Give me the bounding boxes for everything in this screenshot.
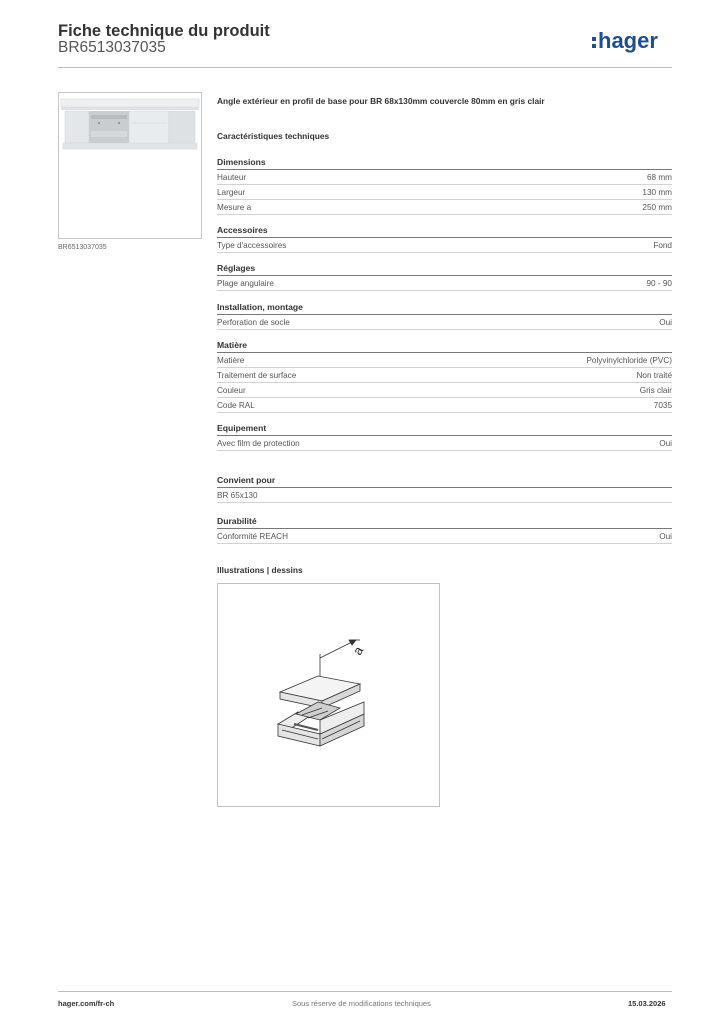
spec-row xyxy=(217,315,672,330)
section-accessoires xyxy=(217,223,672,253)
spec-row xyxy=(217,276,672,291)
spec-value: Oui xyxy=(659,439,672,448)
spec-value: 130 mm xyxy=(642,188,672,197)
section-matiere xyxy=(217,338,672,413)
spec-row xyxy=(217,353,672,368)
section-title: Equipement xyxy=(217,423,267,433)
spec-value: 68 mm xyxy=(646,173,672,182)
spec-label: Perforation de socle xyxy=(217,318,290,327)
spec-label: Code RAL xyxy=(217,401,255,410)
spec-row xyxy=(217,488,672,503)
photo-caption: BR6513037035 xyxy=(58,244,107,251)
spec-row xyxy=(217,436,672,451)
dimension-label: a xyxy=(349,643,367,658)
spec-row xyxy=(217,185,672,200)
spec-value: Non traité xyxy=(636,371,672,380)
section-title: Installation, montage xyxy=(217,302,303,312)
spec-value: Polyvinylchloride (PVC) xyxy=(586,356,672,365)
footer-divider xyxy=(58,991,672,992)
spec-value: Oui xyxy=(659,318,672,327)
spec-row xyxy=(217,238,672,253)
section-title: Convient pour xyxy=(217,475,276,485)
section-title: Matière xyxy=(217,340,248,350)
spec-value: Gris clair xyxy=(639,386,672,395)
section-title: Dimensions xyxy=(217,157,266,167)
spec-value: 7035 xyxy=(653,401,672,410)
spec-label: Plage angulaire xyxy=(217,279,274,288)
spec-label: Largeur xyxy=(217,188,246,197)
spec-value: Oui xyxy=(659,532,672,541)
spec-label: Conformité REACH xyxy=(217,532,288,541)
product-photo xyxy=(58,92,202,239)
footer-notice: Sous réserve de modifications techniques xyxy=(292,999,431,1008)
spec-label: Hauteur xyxy=(217,173,247,182)
spec-label: Traitement de surface xyxy=(217,371,297,380)
section-dimensions xyxy=(217,155,672,215)
product-description: Angle extérieur en profil de base pour BR 68x130mm couvercle 80mm en gris clair xyxy=(217,96,545,106)
spec-label: Mesure a xyxy=(217,203,252,212)
spec-row xyxy=(217,368,672,383)
drawing-svg xyxy=(218,584,439,806)
hager-logo xyxy=(590,27,674,57)
header-divider xyxy=(58,67,672,68)
product-image xyxy=(59,93,201,238)
page-title: Fiche technique du produit xyxy=(58,22,270,40)
section-convient-pour xyxy=(217,473,672,503)
footer-date: 15.03.2026 xyxy=(628,999,666,1008)
section-equipement xyxy=(217,421,672,451)
illustrations-heading: Illustrations | dessins xyxy=(217,565,303,575)
spec-label: Matière xyxy=(217,356,245,365)
product-code: BR6513037035 xyxy=(58,39,166,56)
spec-row xyxy=(217,200,672,215)
spec-row xyxy=(217,170,672,185)
spec-row xyxy=(217,398,672,413)
spec-row xyxy=(217,383,672,398)
section-title: Accessoires xyxy=(217,225,268,235)
spec-heading: Caractéristiques techniques xyxy=(217,131,330,141)
section-title: Réglages xyxy=(217,263,256,273)
section-durabilite xyxy=(217,514,672,544)
spec-label: BR 65x130 xyxy=(217,491,258,500)
section-reglages xyxy=(217,261,672,291)
spec-value: 250 mm xyxy=(642,203,672,212)
spec-label: Couleur xyxy=(217,386,246,395)
technical-drawing xyxy=(217,583,440,807)
footer-website: hager.com/fr-ch xyxy=(58,999,115,1008)
section-title: Durabilité xyxy=(217,516,257,526)
spec-value: 90 - 90 xyxy=(646,279,672,288)
section-installation xyxy=(217,300,672,330)
spec-label: Avec film de protection xyxy=(217,439,300,448)
logo-text: hager xyxy=(598,28,658,53)
spec-value: Fond xyxy=(653,241,672,250)
spec-row xyxy=(217,529,672,544)
spec-label: Type d'accessoires xyxy=(217,241,287,250)
